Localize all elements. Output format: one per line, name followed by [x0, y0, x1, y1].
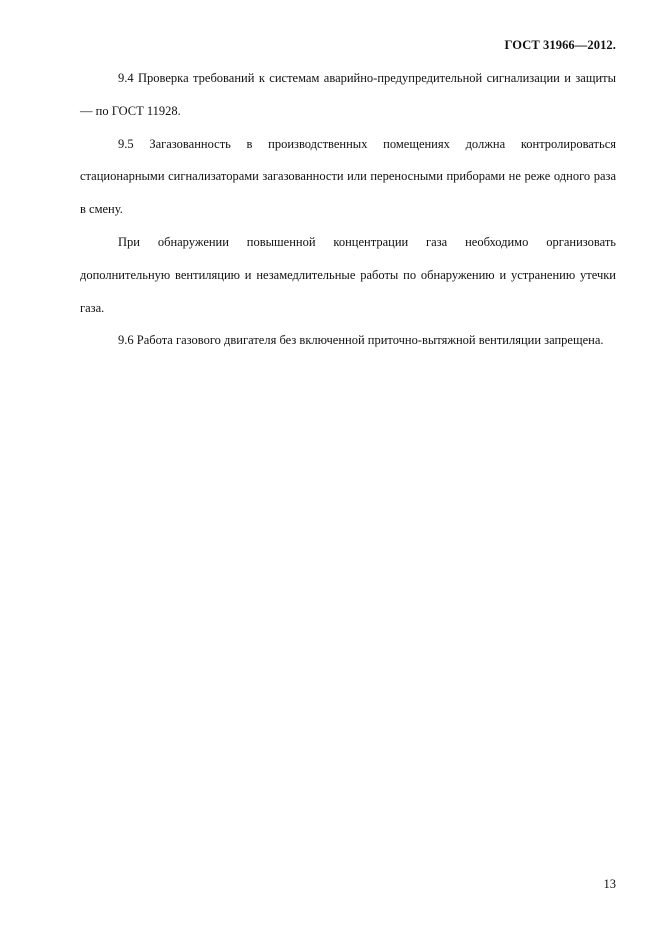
paragraph-9-6: 9.6 Работа газового двигателя без включенной приточно-вытяжной вентиляции запрещена. [118, 333, 604, 348]
page-number: 13 [603, 877, 616, 891]
document-header-code: ГОСТ 31966—2012. [504, 38, 616, 52]
document-body [80, 62, 616, 357]
paragraph-gas-detection: При обнаружении повышенной концентрации газа необходимо организовать дополнительную вентиляцию и незамедлительные работы по обнаружению и устранению утечки газа. [80, 234, 616, 315]
paragraph-9-4: 9.4 Проверка требований к системам аварийно-предупредительной сигнализации и защиты — по ГОСТ 11928. [80, 71, 616, 118]
paragraph-9-5: 9.5 Загазованность в производственных помещениях должна контролироваться стационарными сигнализаторами загазованности или переносными приборами не реже одного раза в смену. [80, 136, 616, 217]
